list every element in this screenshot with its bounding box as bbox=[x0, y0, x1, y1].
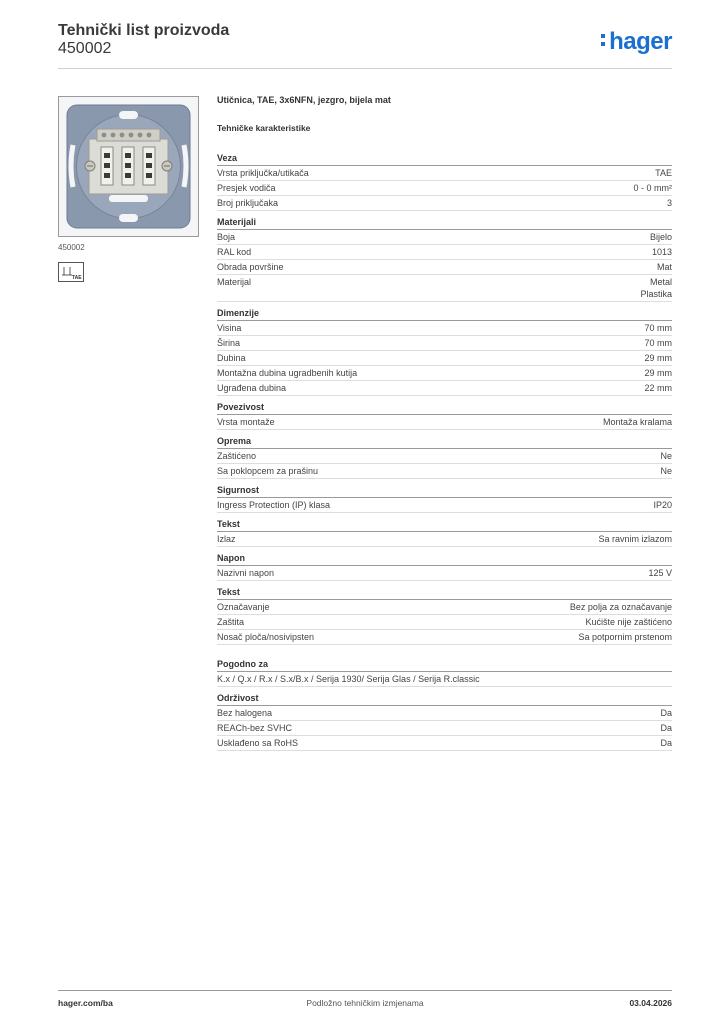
socket-illustration bbox=[59, 97, 198, 236]
spec-value-line: 70 mm bbox=[644, 323, 672, 333]
section-title: Održivost bbox=[217, 693, 672, 706]
footer-note: Podložno tehničkim izmjenama bbox=[306, 998, 424, 1008]
spec-value-line: 29 mm bbox=[644, 368, 672, 378]
spec-row bbox=[217, 321, 672, 336]
spec-value-line: 125 V bbox=[648, 568, 672, 578]
image-caption: 450002 bbox=[58, 243, 85, 252]
spec-value-line: Ne bbox=[660, 466, 672, 476]
spec-value-line: Da bbox=[660, 723, 672, 733]
logo-dots-icon bbox=[601, 28, 606, 46]
spec-row bbox=[217, 721, 672, 736]
spec-value bbox=[657, 261, 672, 273]
spec-row bbox=[217, 630, 672, 645]
spec-label: Zaštićeno bbox=[217, 451, 257, 461]
spec-value bbox=[603, 416, 672, 428]
spec-value bbox=[650, 231, 672, 243]
spec-row bbox=[217, 181, 672, 196]
spec-label: Nazivni napon bbox=[217, 568, 275, 578]
tae-icon-label: TAE bbox=[72, 275, 82, 281]
spec-value-line: 70 mm bbox=[644, 338, 672, 348]
spec-row bbox=[217, 736, 672, 751]
spec-label: Sa poklopcem za prašinu bbox=[217, 466, 319, 476]
spec-value bbox=[660, 465, 672, 477]
spec-value-line: Bez polja za označavanje bbox=[569, 602, 672, 612]
spec-row bbox=[217, 532, 672, 547]
tae-symbol-icon bbox=[59, 263, 83, 281]
spec-label: Montažna dubina ugradbenih kutija bbox=[217, 368, 358, 378]
spec-label: Ingress Protection (IP) klasa bbox=[217, 500, 331, 510]
spec-value bbox=[578, 631, 672, 643]
spec-label: Vrsta montaže bbox=[217, 417, 275, 427]
spec-row bbox=[217, 449, 672, 464]
spec-row bbox=[217, 196, 672, 211]
spec-value bbox=[660, 737, 672, 749]
spec-label: Izlaz bbox=[217, 534, 236, 544]
spec-value-line: Da bbox=[660, 708, 672, 718]
spec-value-line: 0 - 0 mm² bbox=[633, 183, 672, 193]
spec-value-line: Mat bbox=[656, 262, 672, 272]
spec-label: Usklađeno sa RoHS bbox=[217, 738, 299, 748]
spec-value-line: 3 bbox=[666, 198, 672, 208]
spec-value bbox=[652, 246, 672, 258]
hager-logo bbox=[601, 28, 672, 56]
spec-label: Obrada površine bbox=[217, 262, 284, 272]
spec-label: Nosač ploča/nosivipsten bbox=[217, 632, 315, 642]
spec-row bbox=[217, 498, 672, 513]
spec-value-line: Kućište nije zaštićeno bbox=[585, 617, 672, 627]
spec-row bbox=[217, 260, 672, 275]
spec-label: REACh-bez SVHC bbox=[217, 723, 293, 733]
spec-row bbox=[217, 615, 672, 630]
spec-row bbox=[217, 381, 672, 396]
section-title: Oprema bbox=[217, 436, 672, 449]
spec-value bbox=[644, 352, 672, 364]
spec-label: Presjek vodiča bbox=[217, 183, 276, 193]
section-title: Povezivost bbox=[217, 402, 672, 415]
spec-value bbox=[648, 567, 672, 579]
spec-value-line: Bijelo bbox=[649, 232, 672, 242]
spec-label: Visina bbox=[217, 323, 242, 333]
spec-value bbox=[585, 616, 672, 628]
spec-value bbox=[644, 322, 672, 334]
spec-value-line: Montaža kralama bbox=[602, 417, 672, 427]
spec-value bbox=[655, 167, 672, 179]
spec-sections bbox=[217, 153, 672, 751]
spec-label: Broj priključaka bbox=[217, 198, 279, 208]
header-divider bbox=[58, 68, 672, 69]
product-image bbox=[58, 96, 199, 237]
section-title: Napon bbox=[217, 553, 672, 566]
spec-label: Materijal bbox=[217, 277, 252, 287]
spec-value-line: 29 mm bbox=[644, 353, 672, 363]
spec-row bbox=[217, 600, 672, 615]
spec-label: Vrsta priključka/utikača bbox=[217, 168, 309, 178]
spec-row bbox=[217, 336, 672, 351]
spec-label: Dubina bbox=[217, 353, 246, 363]
spec-row bbox=[217, 230, 672, 245]
spec-value-line: Ne bbox=[660, 451, 672, 461]
spec-value bbox=[644, 367, 672, 379]
spec-row bbox=[217, 464, 672, 479]
spec-value-line: TAE bbox=[655, 168, 672, 178]
footer-website: hager.com/ba bbox=[58, 998, 113, 1008]
section-title: Tekst bbox=[217, 519, 672, 532]
spec-row bbox=[217, 706, 672, 721]
spec-value bbox=[644, 337, 672, 349]
document-title: Tehnički list proizvoda bbox=[58, 22, 230, 39]
section-title: Pogodno za bbox=[217, 659, 672, 672]
spec-row bbox=[217, 366, 672, 381]
spec-row bbox=[217, 415, 672, 430]
page-footer bbox=[58, 990, 672, 1008]
spec-value-line: Sa ravnim izlazom bbox=[598, 534, 672, 544]
spec-value bbox=[660, 722, 672, 734]
spec-value bbox=[660, 707, 672, 719]
page-header bbox=[58, 22, 229, 58]
spec-value bbox=[644, 382, 672, 394]
spec-value-line: Plastika bbox=[640, 289, 672, 299]
footer-date: 03.04.2026 bbox=[629, 998, 672, 1008]
spec-label: K.x / Q.x / R.x / S.x/B.x / Serija 1930/ Serija Glas / Serija R.classic bbox=[217, 674, 480, 684]
spec-value bbox=[653, 499, 672, 511]
spec-label: RAL kod bbox=[217, 247, 252, 257]
spec-row bbox=[217, 275, 672, 302]
section-title: Materijali bbox=[217, 217, 672, 230]
spec-row bbox=[217, 566, 672, 581]
spec-value-line: Sa potpornim prstenom bbox=[578, 632, 672, 642]
spec-content bbox=[217, 95, 672, 751]
spec-value bbox=[660, 450, 672, 462]
spec-label: Širina bbox=[217, 338, 241, 348]
spec-value-line: IP20 bbox=[653, 500, 672, 510]
spec-value bbox=[570, 601, 672, 613]
section-title: Tekst bbox=[217, 587, 672, 600]
spec-value-line: Metal bbox=[649, 277, 672, 287]
characteristics-heading: Tehničke karakteristike bbox=[217, 123, 311, 133]
spec-row bbox=[217, 672, 672, 687]
spec-label: Bez halogena bbox=[217, 708, 273, 718]
spec-label: Boja bbox=[217, 232, 236, 242]
section-title: Sigurnost bbox=[217, 485, 672, 498]
spec-value-line: 22 mm bbox=[644, 383, 672, 393]
product-description: Utičnica, TAE, 3x6NFN, jezgro, bijela mat bbox=[217, 95, 391, 105]
spec-row bbox=[217, 245, 672, 260]
section-title: Dimenzije bbox=[217, 308, 672, 321]
spec-value bbox=[667, 197, 672, 209]
spec-value bbox=[640, 276, 672, 300]
spec-row bbox=[217, 351, 672, 366]
spec-row bbox=[217, 166, 672, 181]
spec-value bbox=[633, 182, 672, 194]
tae-connection-icon bbox=[58, 262, 84, 282]
spec-value-line: 1013 bbox=[651, 247, 672, 257]
spec-label: Zaštita bbox=[217, 617, 245, 627]
spec-label: Označavanje bbox=[217, 602, 270, 612]
spec-value bbox=[598, 533, 672, 545]
product-code: 450002 bbox=[58, 40, 112, 57]
spec-label: Ugrađena dubina bbox=[217, 383, 287, 393]
spec-value-line: Da bbox=[660, 738, 672, 748]
section-title: Veza bbox=[217, 153, 672, 166]
logo-text: hager bbox=[609, 28, 672, 55]
